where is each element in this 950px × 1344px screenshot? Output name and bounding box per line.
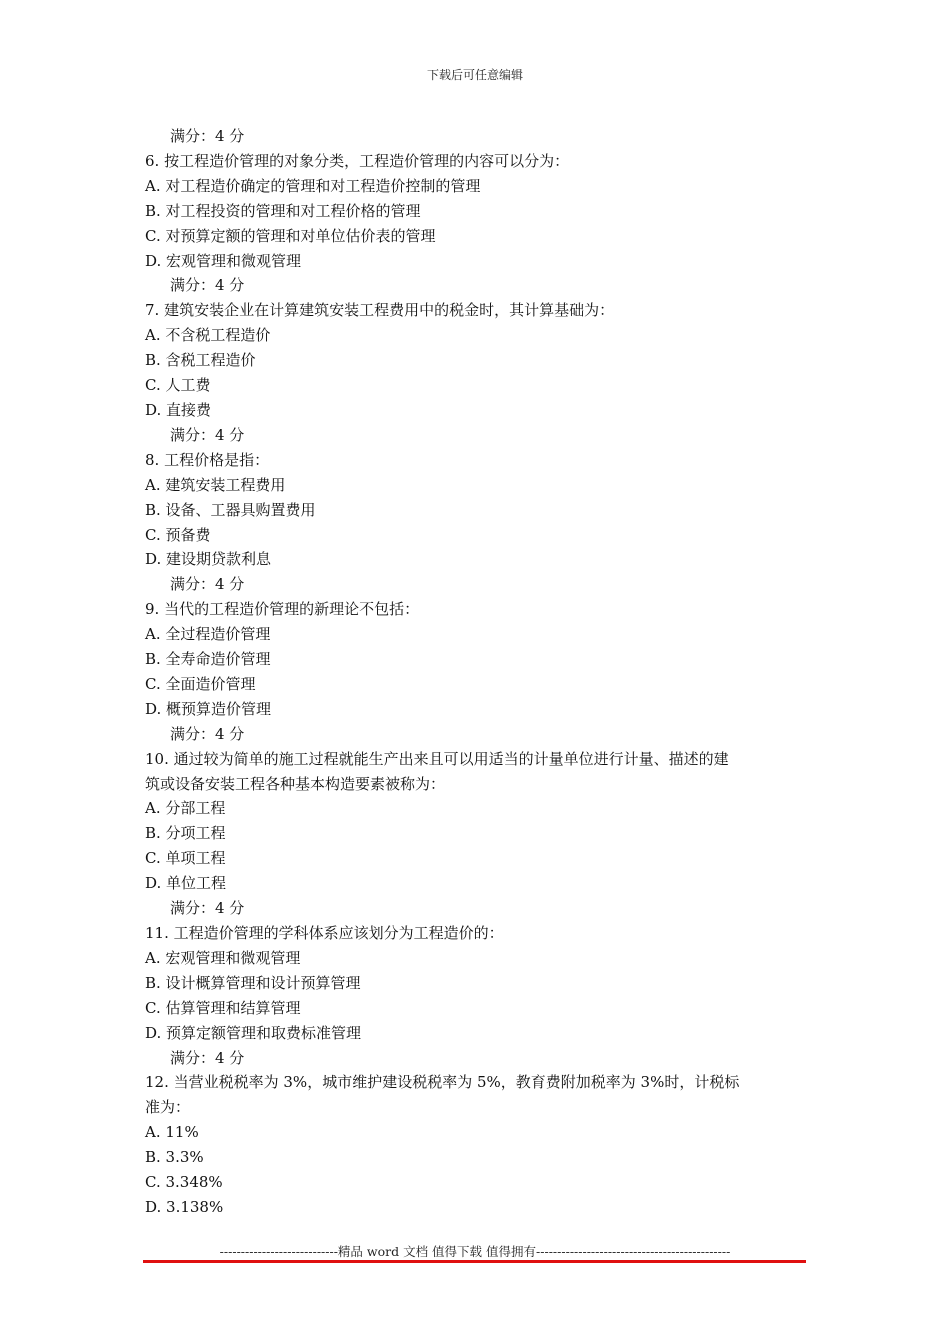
- answer-option: A. 建筑安装工程费用: [145, 475, 286, 494]
- question-text: 10. 通过较为简单的施工过程就能生产出来且可以用适当的计量单位进行计量、描述的建: [145, 749, 729, 768]
- answer-option: C. 3.348%: [145, 1173, 223, 1192]
- score-line: 满分：4 分: [170, 425, 245, 444]
- answer-option: C. 对预算定额的管理和对单位估价表的管理: [145, 226, 436, 245]
- answer-option: B. 对工程投资的管理和对工程价格的管理: [145, 201, 421, 220]
- page-footer: ----------------------------精品 word 文档 值得下载 值得拥有----------------------------------------------: [219, 1244, 731, 1259]
- question-text: 准为：: [145, 1098, 191, 1117]
- score-line: 满分：4 分: [170, 127, 245, 145]
- answer-option: A. 全过程造价管理: [145, 625, 271, 644]
- question-text: 筑或设备安装工程各种基本构造要素被称为：: [145, 774, 446, 793]
- answer-option: D. 建设期贷款利息: [145, 550, 272, 569]
- answer-option: D. 宏观管理和微观管理: [145, 251, 302, 270]
- answer-option: D. 概预算造价管理: [145, 699, 272, 718]
- answer-option: A. 11%: [145, 1123, 199, 1142]
- score-line: 满分：4 分: [170, 724, 245, 743]
- question-text: 6. 按工程造价管理的对象分类，工程造价管理的内容可以分为：: [145, 151, 570, 170]
- answer-option: C. 单项工程: [145, 849, 226, 868]
- question-text: 12. 当营业税税率为 3%，城市维护建设税税率为 5%，教育费附加税率为 3%时，计税标: [145, 1073, 740, 1092]
- answer-option: B. 分项工程: [145, 824, 226, 843]
- footer-red-rule: [143, 1260, 806, 1263]
- answer-option: D. 单位工程: [145, 874, 227, 893]
- answer-option: C. 估算管理和结算管理: [145, 998, 301, 1017]
- answer-option: A. 分部工程: [145, 799, 226, 818]
- answer-option: C. 全面造价管理: [145, 674, 256, 693]
- answer-option: C. 预备费: [145, 525, 211, 544]
- score-line: 满分：4 分: [170, 276, 245, 295]
- question-text: 11. 工程造价管理的学科体系应该划分为工程造价的：: [145, 924, 504, 942]
- answer-option: D. 预算定额管理和取费标准管理: [145, 1023, 362, 1042]
- answer-option: B. 3.3%: [145, 1148, 204, 1167]
- answer-option: D. 3.138%: [145, 1197, 224, 1216]
- answer-option: B. 含税工程造价: [145, 351, 256, 370]
- answer-option: C. 人工费: [145, 376, 211, 395]
- score-line: 满分：4 分: [170, 899, 245, 918]
- question-text: 7. 建筑安装企业在计算建筑安装工程费用中的税金时，其计算基础为：: [145, 301, 615, 320]
- answer-option: A. 不含税工程造价: [145, 326, 271, 345]
- answer-option: B. 全寿命造价管理: [145, 650, 271, 669]
- score-line: 满分：4 分: [170, 1048, 245, 1067]
- answer-option: A. 宏观管理和微观管理: [145, 948, 301, 967]
- document-body: [145, 124, 810, 1220]
- question-text: 9. 当代的工程造价管理的新理论不包括：: [145, 600, 420, 619]
- answer-option: A. 对工程造价确定的管理和对工程造价控制的管理: [145, 176, 481, 195]
- answer-option: B. 设计概算管理和设计预算管理: [145, 973, 361, 992]
- page-header: 下载后可任意编辑: [426, 68, 523, 82]
- question-text: 8. 工程价格是指：: [145, 450, 270, 469]
- answer-option: D. 直接费: [145, 400, 212, 419]
- score-line: 满分：4 分: [170, 575, 245, 594]
- answer-option: B. 设备、工器具购置费用: [145, 500, 316, 519]
